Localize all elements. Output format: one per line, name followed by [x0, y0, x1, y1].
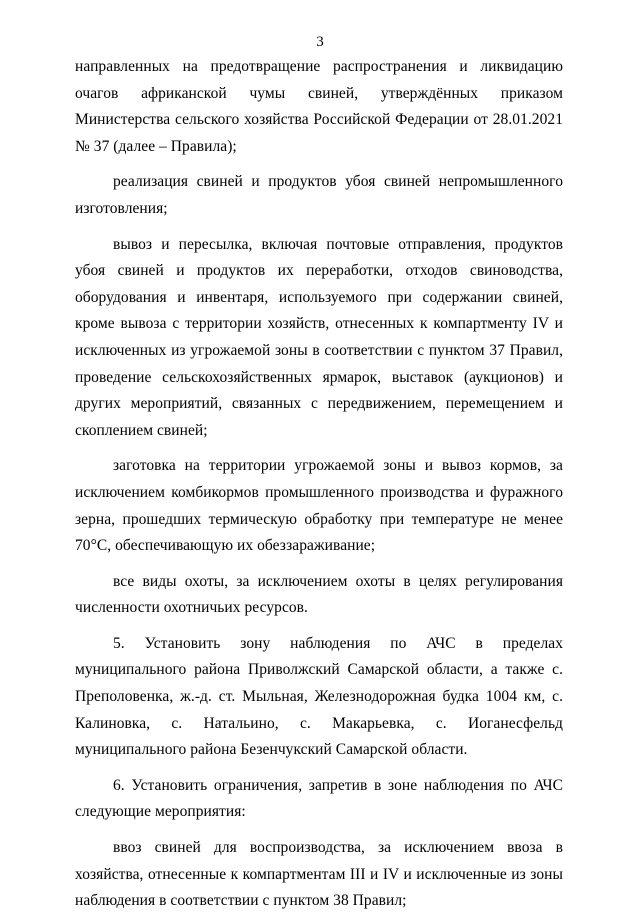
paragraph: ввоз свиней для воспроизводства, за исключением ввоза в хозяйства, отнесенные к компартментам III и IV и исключенные из зоны наблюдения в соответствии с пунктом 38 Правил; [75, 839, 563, 910]
paragraph: реализация свиней и продуктов убоя свиней непромышленного изготовления; [75, 173, 563, 217]
paragraph: все виды охоты, за исключением охоты в целях регулирования численности охотничьих ресурсов. [75, 572, 563, 617]
body-text [75, 54, 563, 924]
paragraph-item-6: 6. Установить ограничения, запретив в зоне наблюдения по АЧС следующие мероприятия: [75, 776, 563, 821]
paragraph-item-5: 5. Установить зону наблюдения по АЧС в пределах муниципального района Приволжский Самарской области, а также с. Преполовенка, ж.-д. ст. Мыльная, Железнодорожная будка 1004 км, с. Калиновка, с. Натальино, с. Макарьевка, с. Иоганесфельд муниципального района Безенчукский Самарской области. [75, 634, 563, 759]
paragraph: заготовка на территории угрожаемой зоны и вывоз кормов, за исключением комбикормов промышленного производства и фуражного зерна, прошедших термическую обработку при температуре не менее 70°С, обеспечивающую их обеззараживание; [75, 457, 563, 555]
paragraph-continuation: направленных на предотвращение распространения и ликвидацию очагов африканской чумы свиней, утверждённых приказом Министерства сельского хозяйства Российской Федерации от 28.01.2021 № 37 (далее – Правила); [75, 58, 563, 155]
page-number: 3 [316, 34, 324, 50]
paragraph: вывоз и пересылка, включая почтовые отправления, продуктов убоя свиней и продуктов их переработки, отходов свиноводства, оборудования и инвентаря, используемого при содержании свиней, кроме вывоза с территории хозяйств, отнесенных к компартменту IV и исключенных из угрожаемой зоны в соответствии с пунктом 37 Правил, проведение сельскохозяйственных ярмарок, выставок (аукционов) и других мероприятий, связанных с передвижением, перемещением и скоплением свиней; [75, 235, 563, 439]
